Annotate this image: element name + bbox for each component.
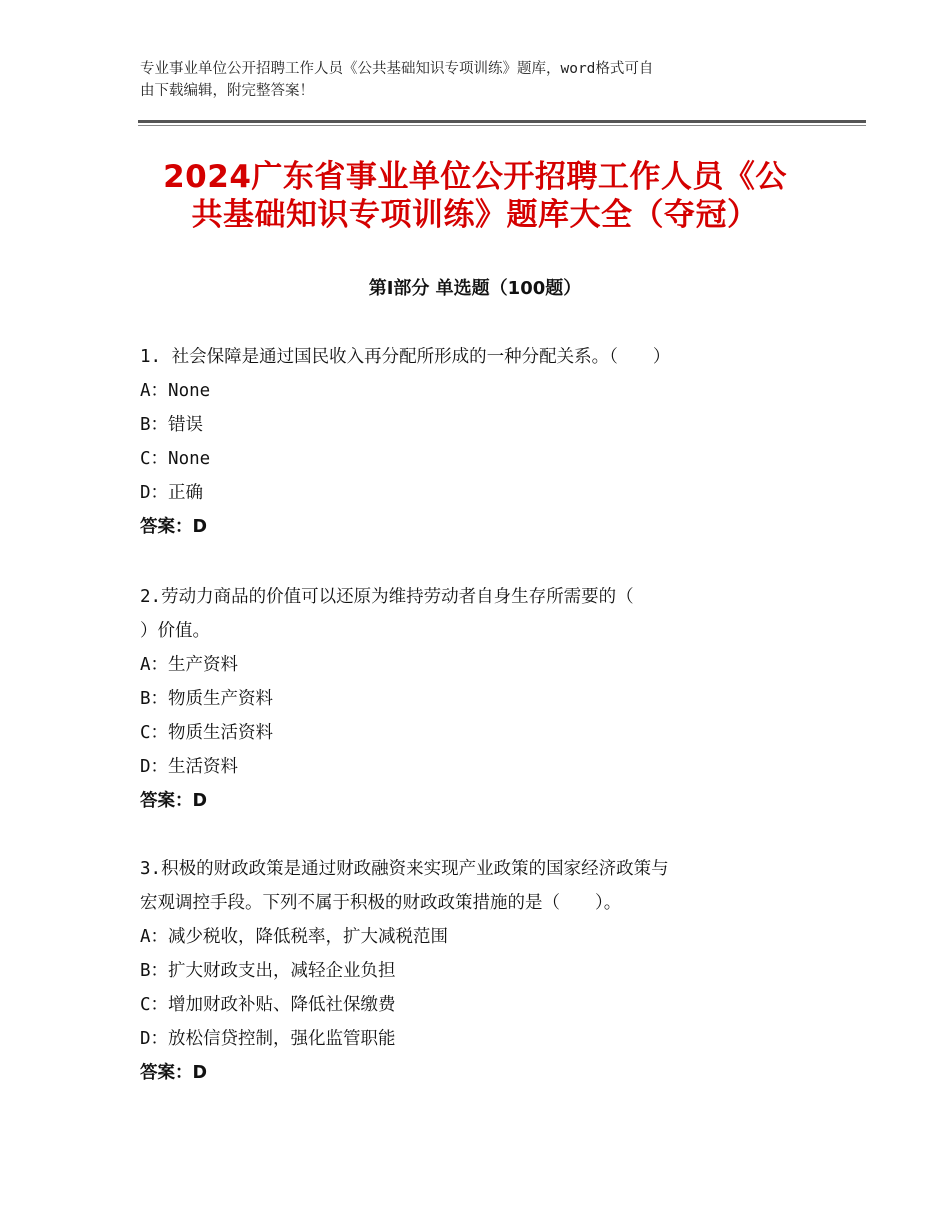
answer-label: 答案：D (140, 517, 208, 537)
question-stem: 1. 社会保障是通过国民收入再分配所形成的一种分配关系。（ ） (140, 347, 671, 367)
question-2 (140, 580, 820, 818)
question-stem-continued: 宏观调控手段。下列不属于积极的财政政策措施的是（ ）。 (140, 893, 622, 913)
document-title (120, 158, 830, 234)
section-title: 第Ⅰ部分 单选题（100题） (368, 278, 582, 299)
question-3 (140, 852, 820, 1090)
option-a: A：生产资料 (140, 655, 239, 675)
option-a: A：减少税收，降低税率，扩大减税范围 (140, 927, 449, 947)
option-c: C：增加财政补贴、降低社保缴费 (140, 995, 396, 1015)
option-b: B：错误 (140, 415, 204, 435)
answer-label: 答案：D (140, 1063, 208, 1083)
option-b: B：扩大财政支出，减轻企业负担 (140, 961, 396, 981)
option-d: D：生活资料 (140, 757, 239, 777)
question-stem: 2.劳动力商品的价值可以还原为维持劳动者自身生存所需要的（ (140, 587, 634, 607)
document-title-line-2: 共基础知识专项训练》题库大全（夺冠） (191, 197, 759, 233)
option-d: D：放松信贷控制，强化监管职能 (140, 1029, 396, 1049)
header-note (140, 58, 820, 102)
option-b: B：物质生产资料 (140, 689, 274, 709)
header-note-line-1: 专业事业单位公开招聘工作人员《公共基础知识专项训练》题库，word格式可自 (140, 61, 654, 77)
header-divider-thin (138, 125, 866, 126)
header-note-line-2: 由下载编辑，附完整答案！ (140, 83, 314, 99)
header-divider-thick (138, 120, 866, 123)
answer-label: 答案：D (140, 791, 208, 811)
option-c: C：物质生活资料 (140, 723, 274, 743)
option-c: C：None (140, 449, 211, 469)
option-a: A：None (140, 381, 211, 401)
option-d: D：正确 (140, 483, 204, 503)
question-stem: 3.积极的财政政策是通过财政融资来实现产业政策的国家经济政策与 (140, 859, 669, 879)
document-title-line-1: 2024广东省事业单位公开招聘工作人员《公 (163, 159, 787, 195)
question-stem-continued: ）价值。 (140, 621, 210, 641)
question-1 (140, 340, 820, 544)
